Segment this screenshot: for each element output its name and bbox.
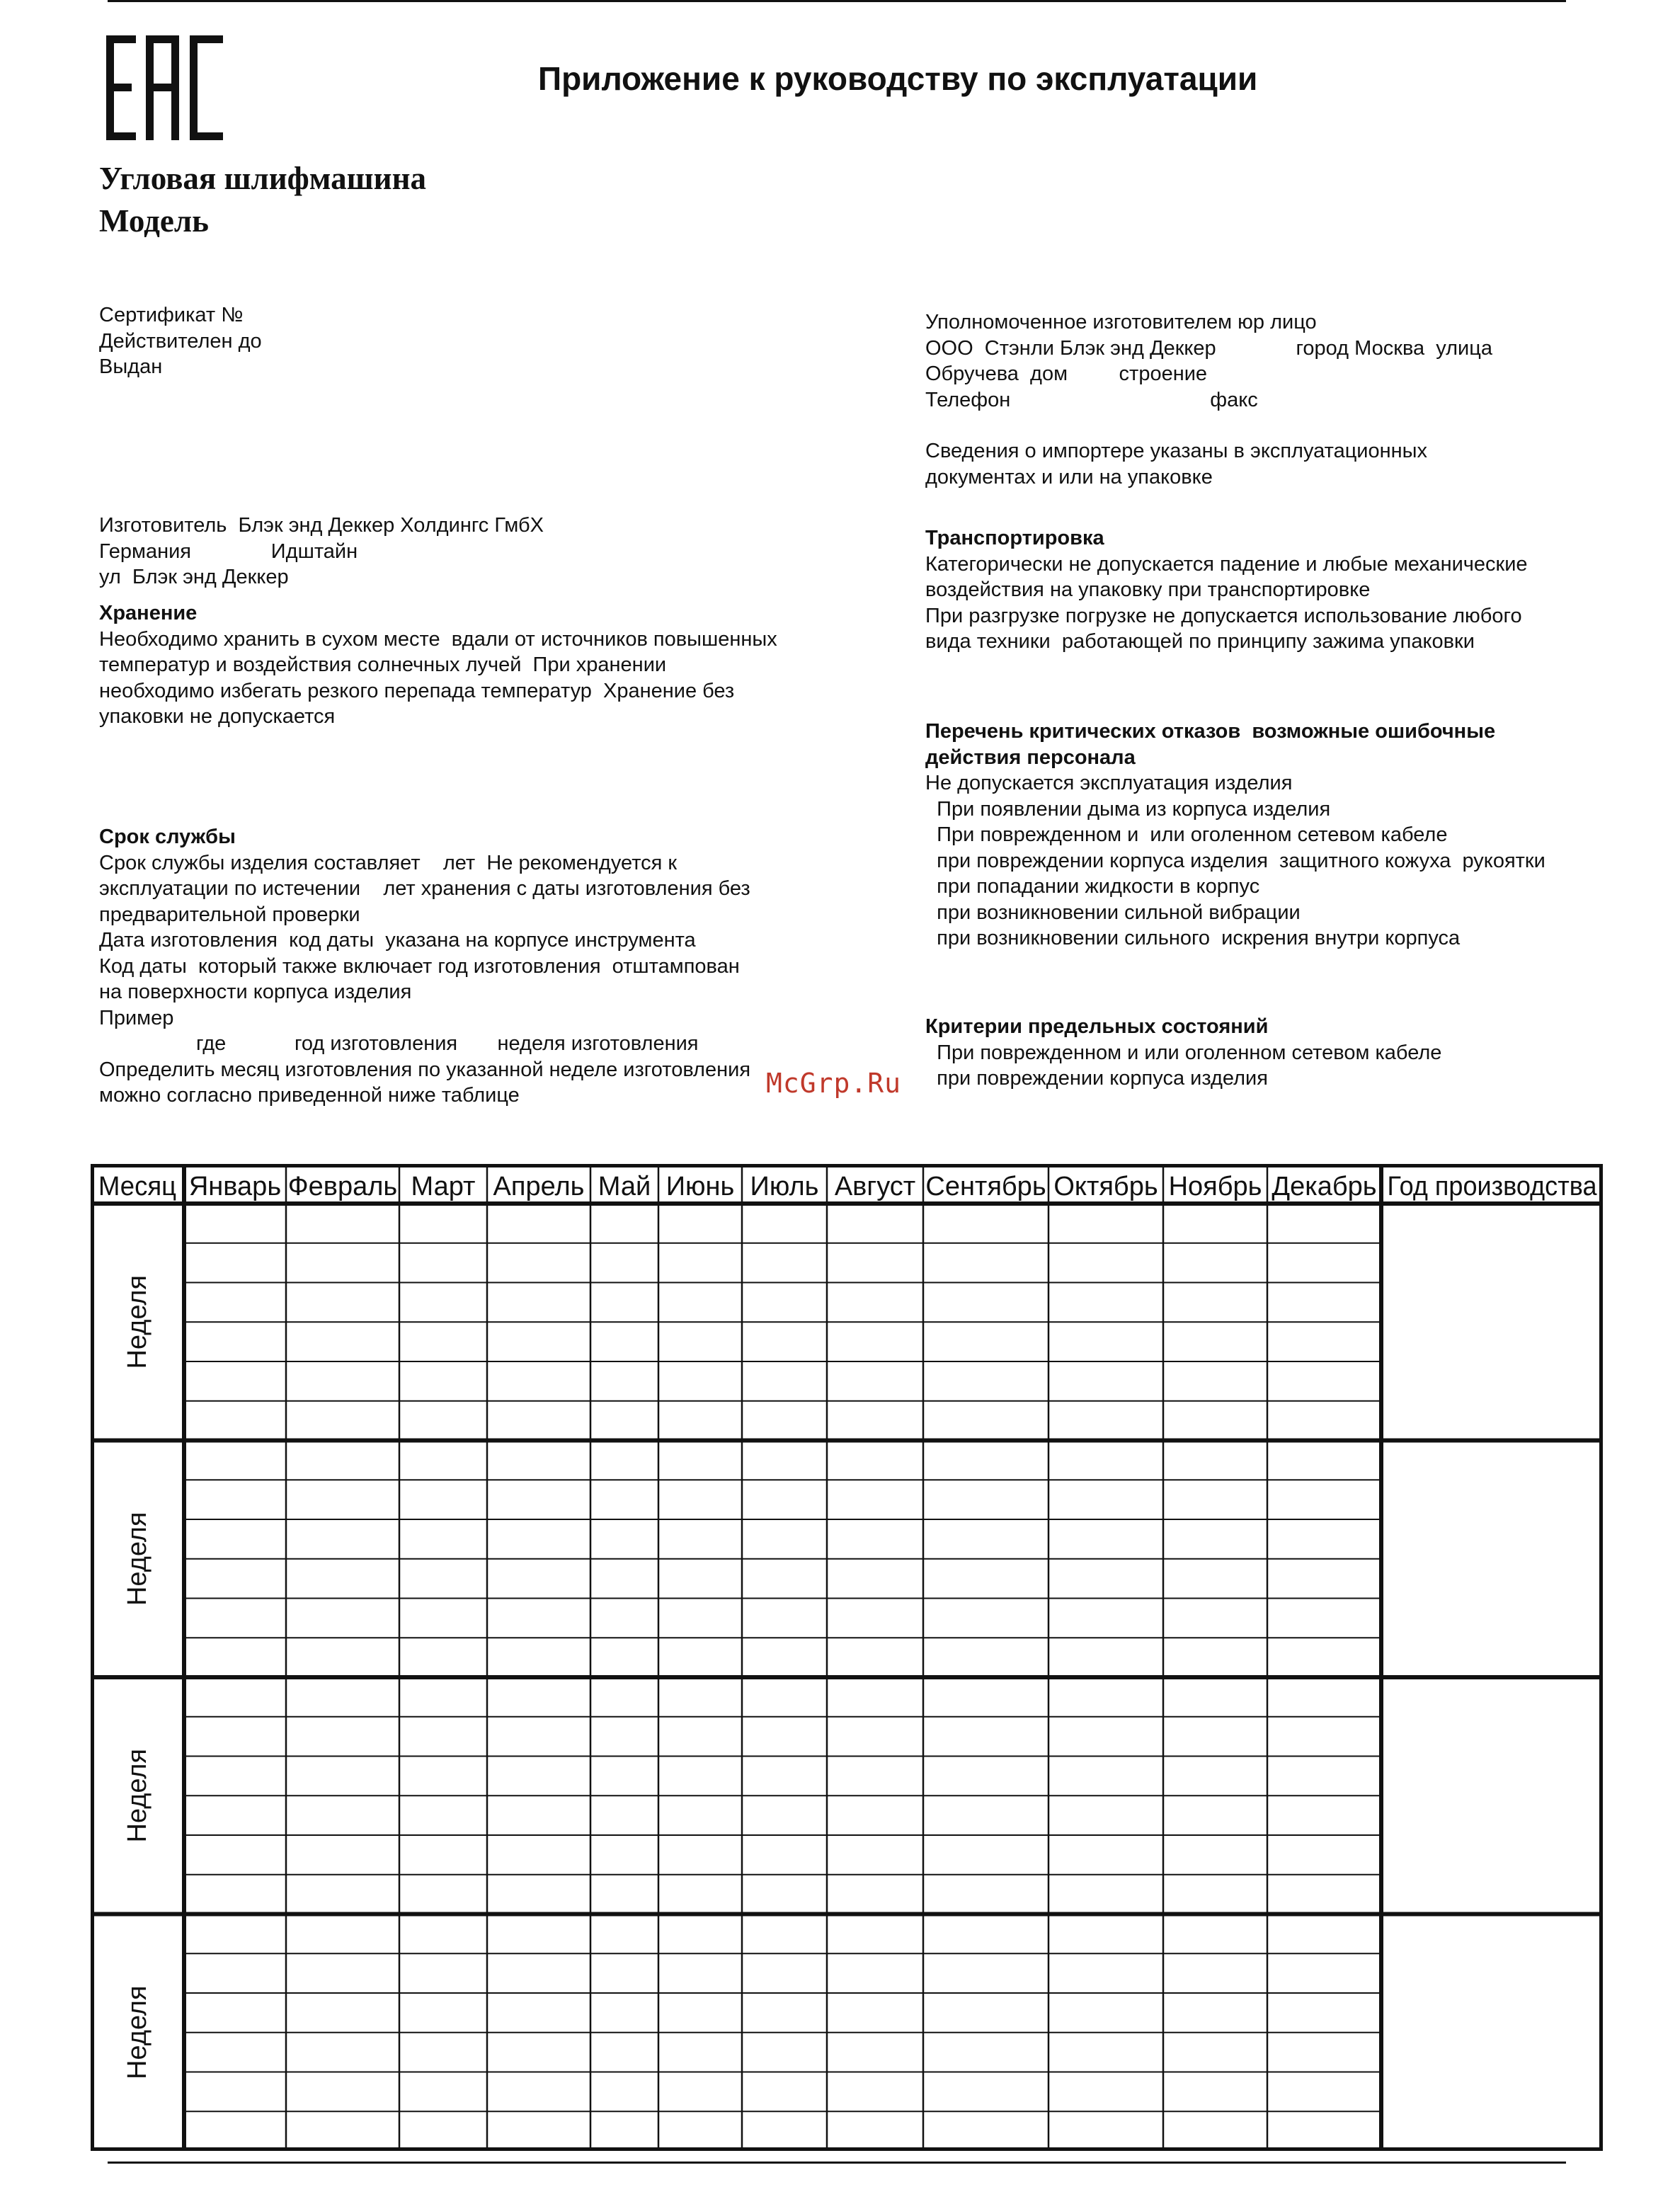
manufacturer-block [99, 513, 544, 590]
header-11: Ноябрь [1168, 1172, 1262, 1201]
failures-section [925, 719, 1545, 952]
failures-heading-cont: действия персонала [925, 746, 1136, 769]
header-12: Декабрь [1272, 1172, 1377, 1201]
certificate-number-label: Сертификат № [99, 304, 244, 326]
week-group-label: Неделя [122, 1512, 152, 1606]
service-life-line: где год изготовления неделя изготовления [99, 1032, 699, 1055]
manufacturer-line: Германия Идштайн [99, 539, 358, 563]
representative-block [925, 309, 1492, 413]
failures-line: Не допускается эксплуатация изделия [925, 772, 1293, 794]
product-name: Угловая шлифмашина [99, 161, 426, 196]
storage-line: температур и воздействия солнечных лучей При хранении [99, 653, 667, 676]
page-title: Приложение к руководству по эксплуатации [538, 60, 1258, 97]
header-year: Год производства [1387, 1172, 1598, 1201]
storage-line: Необходимо хранить в сухом месте вдали от источников повышенных [99, 627, 777, 651]
failures-line: При поврежденном и или оголенном сетевом кабеле [925, 823, 1448, 846]
header-2: Февраль [287, 1172, 398, 1201]
failures-line: при возникновении сильного искрения внутри корпуса [925, 927, 1461, 949]
representative-line: Обручева дом строение [925, 362, 1208, 385]
top-rule [108, 0, 1566, 2]
transport-line: вида техники работающей по принципу зажима упаковки [925, 630, 1475, 653]
header-7: Июль [750, 1172, 819, 1201]
storage-heading: Хранение [99, 602, 198, 624]
certificate-block [99, 302, 262, 380]
representative-line: Телефон факс [925, 388, 1258, 411]
representative-line: Уполномоченное изготовителем юр лицо [925, 311, 1317, 333]
transport-line: Категорически не допускается падение и любые механические [925, 552, 1528, 576]
service-life-line: Код даты который также включает год изготовления отштампован [99, 954, 740, 978]
service-life-line: Срок службы изделия составляет лет Не рекомендуется к [99, 851, 678, 874]
transport-heading: Транспортировка [925, 527, 1104, 549]
storage-line: необходимо избегать резкого перепада температур Хранение без [99, 679, 735, 702]
transport-line: При разгрузке погрузке не допускается использование любого [925, 604, 1522, 627]
service-life-line: Пример [99, 1006, 174, 1029]
limit-states-heading: Критерии предельных состояний [925, 1015, 1269, 1038]
product-model-label: Модель [99, 203, 209, 239]
service-life-line: можно согласно приведенной ниже таблице [99, 1084, 520, 1107]
limit-states-line: При поврежденном и или оголенном сетевом кабеле [925, 1041, 1442, 1064]
header-5: Май [598, 1172, 651, 1201]
header-1: Январь [188, 1172, 282, 1201]
week-group-label: Неделя [122, 1985, 152, 2080]
limit-states-section [925, 1014, 1441, 1092]
transport-line: воздействия на упаковку при транспортировке [925, 578, 1371, 601]
manufacturer-line: Изготовитель Блэк энд Деккер Холдингс ГмбХ [99, 514, 544, 537]
header-3: Март [411, 1172, 476, 1201]
failures-line: при возникновении сильной вибрации [925, 901, 1301, 924]
header-8: Август [834, 1172, 916, 1201]
eac-mark-logo [106, 35, 223, 140]
header-4: Апрель [493, 1172, 585, 1201]
service-life-line: эксплуатации по истечении лет хранения с даты изготовления без [99, 877, 750, 900]
service-life-line: Определить месяц изготовления по указанной неделе изготовления [99, 1058, 751, 1081]
service-life-line: на поверхности корпуса изделия [99, 981, 412, 1003]
failures-line: При появлении дыма из корпуса изделия [925, 797, 1331, 821]
importer-line: документах и или на упаковке [925, 465, 1213, 489]
header-6: Июнь [665, 1172, 735, 1201]
transport-section [925, 525, 1528, 655]
watermark: McGrp.Ru [766, 1068, 902, 1099]
week-group-label: Неделя [122, 1274, 152, 1369]
importer-line: Сведения о импортере указаны в эксплуатационных [925, 440, 1428, 462]
limit-states-line: при повреждении корпуса изделия [925, 1067, 1268, 1090]
importer-block [925, 438, 1427, 490]
certificate-issued-label: Выдан [99, 355, 163, 378]
week-month-table [91, 1164, 1603, 2151]
service-life-section [99, 824, 750, 1109]
storage-section [99, 600, 777, 730]
representative-line: ООО Стэнли Блэк энд Деккер город Москва улица [925, 336, 1492, 360]
header-10: Октябрь [1053, 1172, 1158, 1201]
failures-line: при повреждении корпуса изделия защитного кожуха рукоятки [925, 849, 1545, 872]
service-life-line: Дата изготовления код даты указана на корпусе инструмента [99, 929, 696, 952]
failures-heading: Перечень критических отказов возможные ошибочные [925, 720, 1496, 743]
failures-line: при попадании жидкости в корпус [925, 875, 1260, 898]
header-month: Месяц [98, 1172, 176, 1201]
product-heading [99, 157, 426, 242]
service-life-heading: Срок службы [99, 826, 236, 848]
storage-line: упаковки не допускается [99, 705, 336, 728]
week-group-label: Неделя [122, 1748, 152, 1843]
bottom-rule [108, 2162, 1566, 2164]
service-life-line: предварительной проверки [99, 903, 360, 926]
certificate-valid-label: Действителен до [99, 329, 262, 353]
manufacturer-line: ул Блэк энд Деккер [99, 566, 289, 588]
header-9: Сентябрь [925, 1172, 1046, 1201]
